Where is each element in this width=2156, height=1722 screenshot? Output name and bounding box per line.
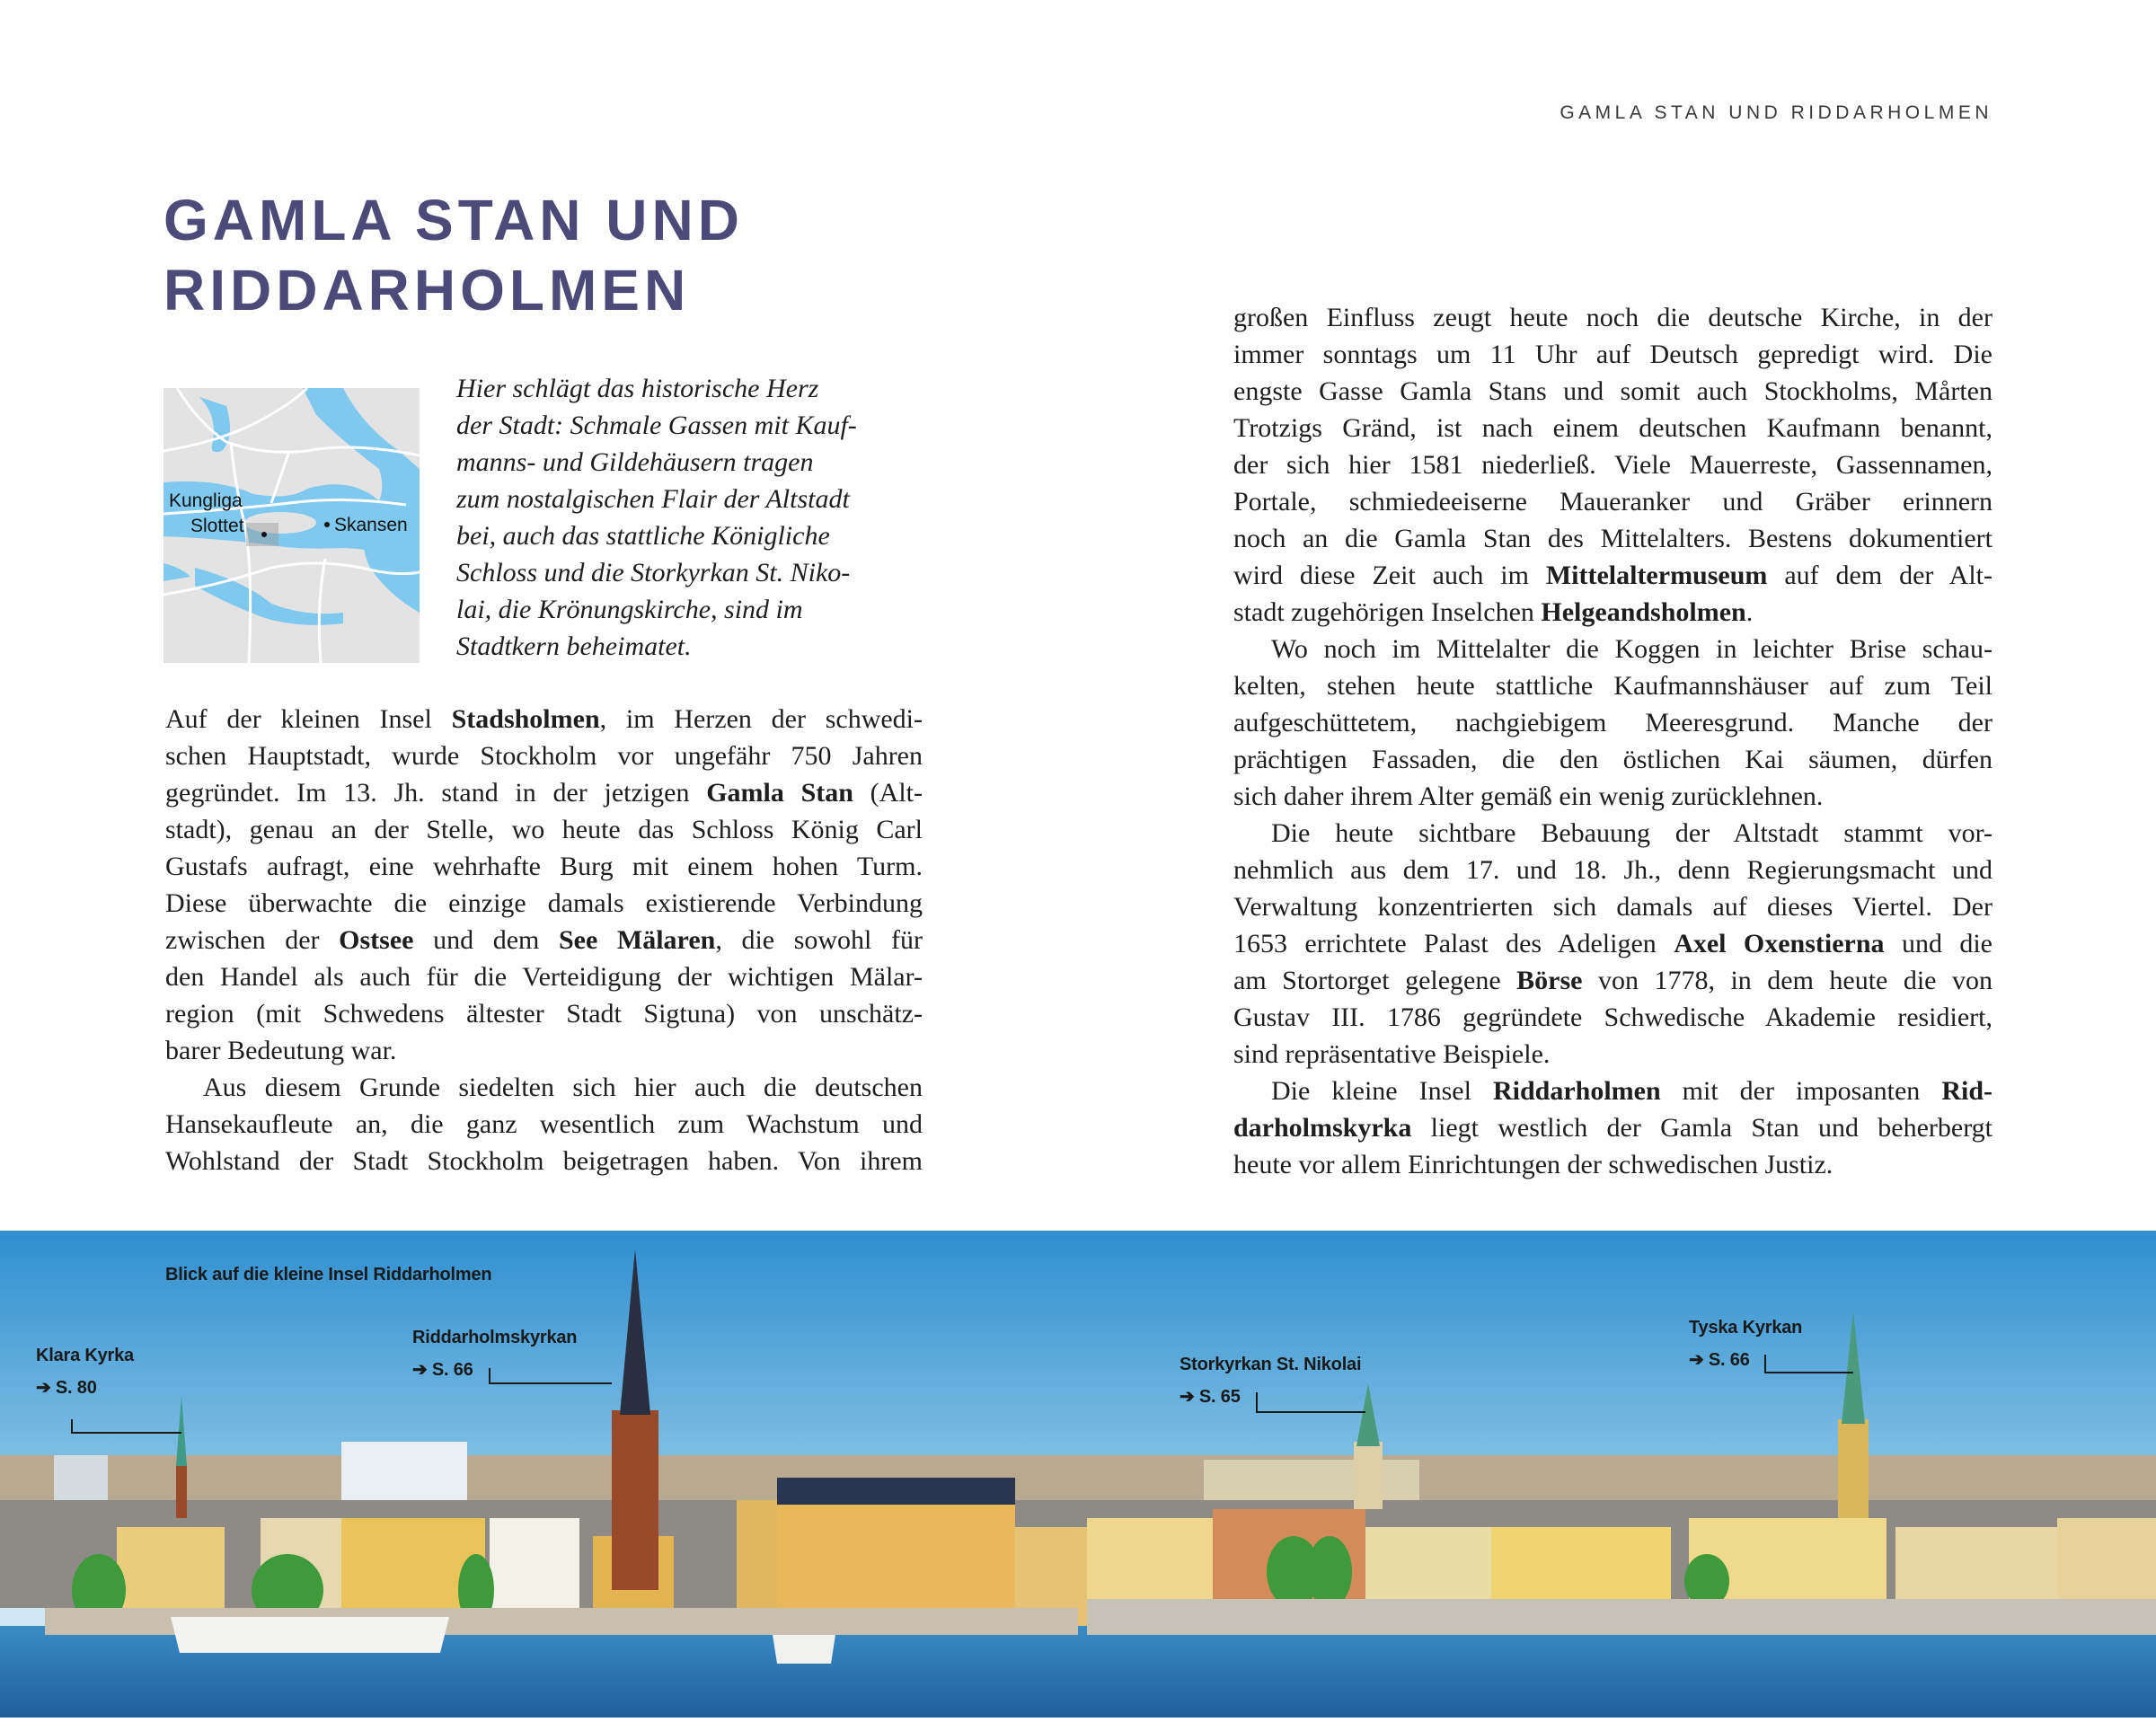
text-run: liegt westlich der Gamla Stan und beherbergt xyxy=(1411,1113,1993,1143)
text-run: kelten, stehen heute stattliche Kaufmannshäuser auf zum Teil xyxy=(1233,671,1993,701)
map-label-skansen: Skansen xyxy=(334,515,408,535)
label-klara-kyrka: Klara Kyrka xyxy=(36,1346,134,1365)
body-text-line xyxy=(1233,483,1993,520)
page-title-line-1: GAMLA STAN UND xyxy=(163,188,744,252)
text-run: und dem xyxy=(413,925,559,955)
body-text-line xyxy=(1233,704,1993,741)
body-text-line xyxy=(1233,815,1993,852)
body-text-line xyxy=(165,848,923,885)
text-run: Gustav III. 1786 gegründete Schwedische Akademie residiert, xyxy=(1233,1002,1993,1032)
text-run: stadt zugehörigen Inselchen xyxy=(1233,597,1542,627)
body-text-line xyxy=(1233,1073,1993,1109)
text-run: noch an die Gamla Stan des Mittelalters. Bestens dokumentiert xyxy=(1233,524,1993,553)
body-text-line xyxy=(1233,336,1993,373)
body-text-line xyxy=(1233,373,1993,410)
bold-term: Mittelaltermuseum xyxy=(1545,561,1768,590)
body-text-line xyxy=(165,737,923,774)
ref-riddarholmskyrkan: ➔ S. 66 xyxy=(412,1360,473,1380)
ship xyxy=(171,1617,449,1653)
bold-term: Börse xyxy=(1516,966,1583,995)
riddarholmskyrkan-tower xyxy=(612,1410,658,1590)
body-column-left xyxy=(165,701,923,1179)
map-marker-skansen xyxy=(324,522,330,527)
intro-line: lai, die Krönungskirche, sind im xyxy=(456,595,803,624)
body-text-line xyxy=(1233,667,1993,704)
text-run: , im Herzen der schwedi- xyxy=(599,704,923,734)
label-riddarholmskyrkan: Riddarholmskyrkan xyxy=(412,1328,578,1347)
text-run: wird diese Zeit auch im xyxy=(1233,561,1546,590)
text-run: Die heute sichtbare Bebauung der Altstadt stammt vor- xyxy=(1271,818,1993,848)
text-run: , die sowohl für xyxy=(715,925,923,955)
map-marker-palace xyxy=(261,532,267,537)
label-tyska-kyrkan: Tyska Kyrkan xyxy=(1689,1318,1803,1338)
bold-term: Axel Oxenstierna xyxy=(1674,929,1885,958)
text-run: aufgeschüttetem, nachgiebigem Meeresgrund. Manche der xyxy=(1233,708,1993,737)
text-run: Wo noch im Mittelalter die Koggen in leichter Brise schau- xyxy=(1271,634,1993,664)
text-run: Gustafs aufragt, eine wehrhafte Burg mit einem hohen Turm. xyxy=(165,852,923,881)
body-text-line xyxy=(165,701,923,737)
text-run: heute vor allem Einrichtungen der schwedischen Justiz. xyxy=(1233,1150,1833,1179)
intro-line: Stadtkern beheimatet. xyxy=(456,631,692,661)
body-text-line xyxy=(1233,557,1993,594)
body-text-line xyxy=(1233,852,1993,888)
body-text-line xyxy=(165,1069,923,1106)
text-run: gegründet. Im 13. Jh. stand in der jetzigen xyxy=(165,778,707,808)
panorama-image xyxy=(0,1231,2156,1718)
body-text-line xyxy=(165,995,923,1032)
bold-term: Stadsholmen xyxy=(451,704,600,734)
ref-klara-kyrka: ➔ S. 80 xyxy=(36,1378,97,1398)
body-text-line xyxy=(165,1143,923,1179)
body-text-line xyxy=(1233,778,1993,815)
body-text-line xyxy=(165,922,923,958)
panorama-photo xyxy=(0,1231,2156,1718)
body-text-line xyxy=(1233,1036,1993,1073)
body-text-line xyxy=(1233,594,1993,631)
text-run: engste Gasse Gamla Stans und somit auch Stockholms, Mårten xyxy=(1233,376,1993,406)
ref-storkyrkan: ➔ S. 65 xyxy=(1180,1387,1241,1407)
text-run: Trotzigs Gränd, ist nach einem deutschen Kaufmann benannt, xyxy=(1233,413,1993,443)
bold-term: Riddarholmen xyxy=(1492,1076,1661,1106)
text-run: von 1778, in dem heute die von xyxy=(1582,966,1993,995)
body-text-line xyxy=(1233,741,1993,778)
text-run: 1653 errichtete Palast des Adeligen xyxy=(1233,929,1674,958)
body-text-line xyxy=(165,1106,923,1143)
text-run: prächtigen Fassaden, die den östlichen Kai säumen, dürfen xyxy=(1233,745,1993,774)
text-run: Portale, schmiedeeiserne Maueranker und Gräber erinnern xyxy=(1233,487,1993,517)
body-text-line xyxy=(165,811,923,848)
body-column-right xyxy=(1233,299,1993,1183)
body-text-line xyxy=(1233,299,1993,336)
body-text-line xyxy=(1233,1109,1993,1146)
bold-term: Rid- xyxy=(1941,1076,1993,1106)
text-run: Diese überwachte die einzige damals existierende Verbindung xyxy=(165,888,923,918)
body-text-line xyxy=(1233,520,1993,557)
text-run: sich daher ihrem Alter gemäß ein wenig zurücklehnen. xyxy=(1233,782,1824,811)
ferry xyxy=(773,1635,835,1664)
body-text-line xyxy=(1233,925,1993,962)
body-text-line xyxy=(165,774,923,811)
locator-map xyxy=(163,388,420,663)
body-text-line xyxy=(1233,410,1993,446)
body-text-line xyxy=(165,958,923,995)
text-run: mit der imposanten xyxy=(1660,1076,1942,1106)
intro-line: manns- und Gildehäusern tragen xyxy=(456,447,814,477)
body-text-line xyxy=(1233,1146,1993,1183)
intro-text xyxy=(456,370,923,665)
bold-term: darholmskyrka xyxy=(1233,1113,1412,1143)
text-run: stadt), genau an der Stelle, wo heute das Schloss König Carl xyxy=(165,815,923,844)
bridge xyxy=(1087,1599,2156,1635)
page-title xyxy=(163,185,744,325)
bold-term: Helgeandsholmen xyxy=(1541,597,1746,627)
page-title-line-2: RIDDARHOLMEN xyxy=(163,258,691,322)
intro-line: der Stadt: Schmale Gassen mit Kauf- xyxy=(456,411,857,440)
intro-line: bei, auch das stattliche Königliche xyxy=(456,521,830,551)
text-run: immer sonntags um 11 Uhr auf Deutsch gepredigt wird. Die xyxy=(1233,340,1993,369)
text-run: Auf der kleinen Insel xyxy=(165,704,452,734)
intro-line: Schloss und die Storkyrkan St. Niko- xyxy=(456,558,851,587)
body-text-line xyxy=(165,1032,923,1069)
running-head: GAMLA STAN UND RIDDARHOLMEN xyxy=(1560,102,1993,123)
body-text-line xyxy=(165,885,923,922)
text-run: schen Hauptstadt, wurde Stockholm vor ungefähr 750 Jahren xyxy=(165,741,923,771)
text-run: den Handel als auch für die Verteidigung der wichtigen Mälar- xyxy=(165,962,923,992)
body-text-line xyxy=(1233,446,1993,483)
text-run: Aus diesem Grunde siedelten sich hier auch die deutschen xyxy=(203,1073,923,1102)
text-run: der sich hier 1581 niederließ. Viele Mauerreste, Gassennamen, xyxy=(1233,450,1993,480)
body-text-line xyxy=(1233,962,1993,999)
body-text-line xyxy=(1233,999,1993,1036)
text-run: (Alt- xyxy=(853,778,923,808)
text-run: Wohlstand der Stadt Stockholm beigetragen haben. Von ihrem xyxy=(165,1146,923,1176)
bold-term: See Mälaren xyxy=(558,925,716,955)
text-run: und die xyxy=(1884,929,1993,958)
text-run: Verwaltung konzentrierten sich damals auf dieses Viertel. Der xyxy=(1233,892,1993,922)
map-label-palace-2: Slottet xyxy=(190,516,244,536)
text-run: nehmlich aus dem 17. und 18. Jh., denn Regierungsmacht und xyxy=(1233,855,1993,885)
text-run: zwischen der xyxy=(165,925,340,955)
text-run: großen Einfluss zeugt heute noch die deutsche Kirche, in der xyxy=(1233,303,1993,332)
bold-term: Gamla Stan xyxy=(706,778,853,808)
photo-caption: Blick auf die kleine Insel Riddarholmen xyxy=(165,1265,492,1285)
text-run: Hansekaufleute an, die ganz wesentlich zum Wachstum und xyxy=(165,1109,923,1139)
text-run: Die kleine Insel xyxy=(1271,1076,1493,1106)
text-run: barer Bedeutung war. xyxy=(165,1036,397,1065)
text-run: . xyxy=(1745,597,1754,627)
body-text-line xyxy=(1233,888,1993,925)
body-text-line xyxy=(1233,631,1993,667)
map-label-palace-1: Kungliga xyxy=(169,490,243,511)
text-run: sind repräsentative Beispiele. xyxy=(1233,1039,1551,1069)
text-run: region (mit Schwedens ältester Stadt Sigtuna) von unschätz- xyxy=(165,999,923,1029)
bold-term: Ostsee xyxy=(339,925,414,955)
intro-line: Hier schlägt das historische Herz xyxy=(456,374,819,403)
ref-tyska-kyrkan: ➔ S. 66 xyxy=(1689,1350,1750,1370)
text-run: am Stortorget gelegene xyxy=(1233,966,1517,995)
label-storkyrkan: Storkyrkan St. Nikolai xyxy=(1180,1355,1362,1374)
intro-line: zum nostalgischen Flair der Altstadt xyxy=(456,484,850,514)
text-run: auf dem der Alt- xyxy=(1767,561,1993,590)
